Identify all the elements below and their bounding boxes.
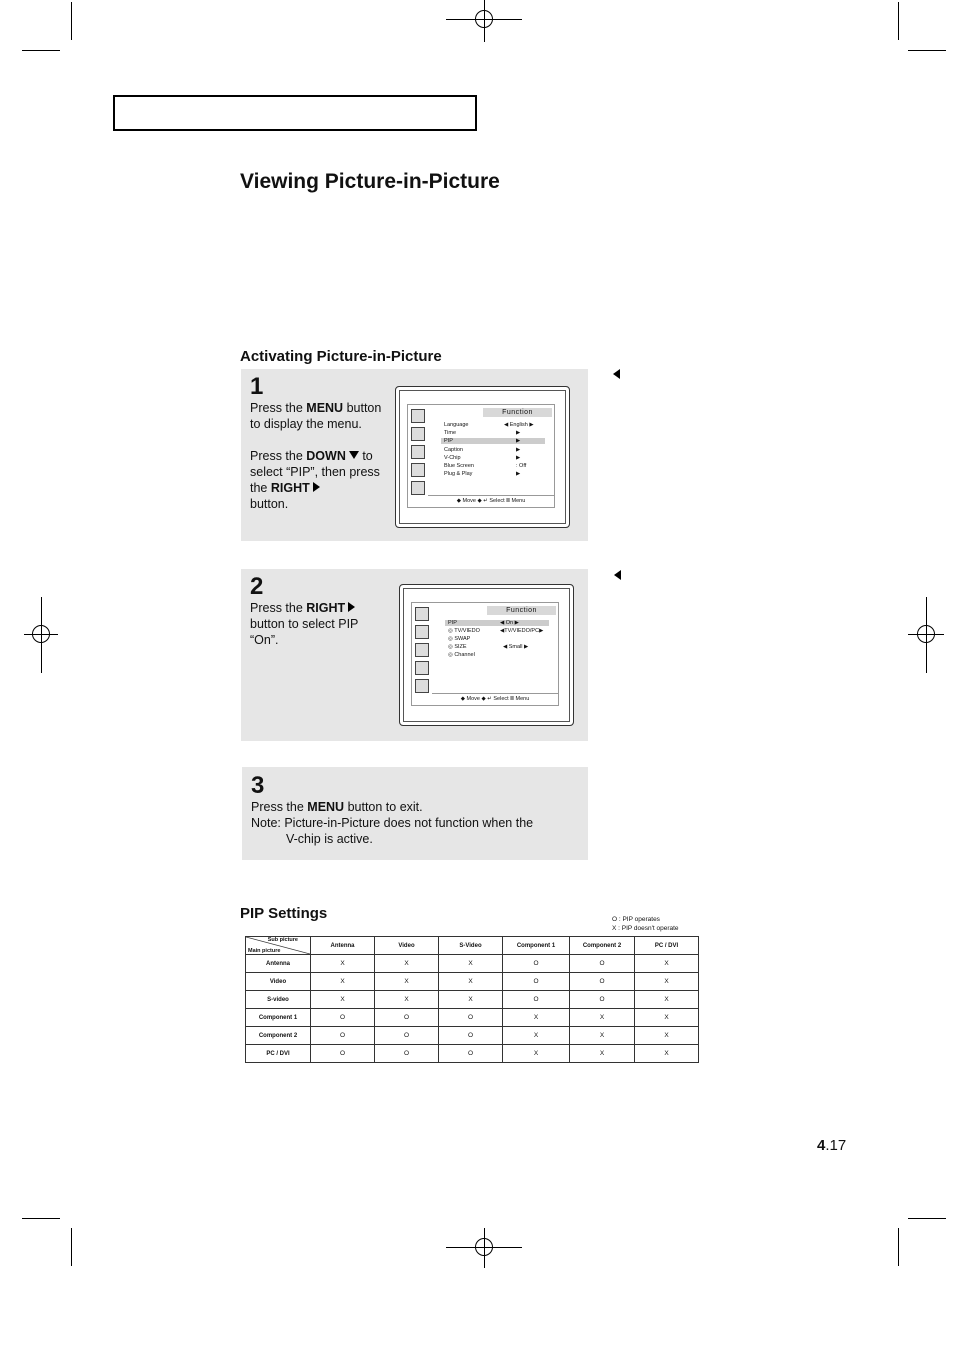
table-cell: X [311, 973, 375, 991]
row-header: Video [246, 973, 311, 991]
corner-sub-picture: Sub picture [267, 937, 298, 943]
legend-o: O : PIP operates [612, 916, 660, 923]
table-cell: X [503, 1009, 570, 1027]
table-cell: O [439, 1009, 503, 1027]
osd-row-selected: PIP ◀ On ▶ [445, 620, 549, 626]
table-cell: O [311, 1045, 375, 1063]
picture-icon [411, 409, 425, 423]
section-title-pip-settings: PIP Settings [240, 905, 328, 922]
table-row [246, 955, 699, 973]
table-cell: O [311, 1027, 375, 1045]
table-cell: O [503, 955, 570, 973]
table-cell: X [439, 955, 503, 973]
table-cell: O [503, 973, 570, 991]
column-header: PC / DVI [635, 937, 699, 955]
table-cell: X [375, 991, 439, 1009]
picture-icon [415, 607, 429, 621]
setup-icon [415, 661, 429, 675]
step-2-text: Press the RIGHT button to select PIP “On”. [250, 601, 359, 647]
osd-header: Function [483, 408, 552, 417]
table-header-row [246, 937, 699, 955]
page-number: 4.17 [817, 1137, 847, 1154]
step-2-panel [241, 569, 588, 741]
table-cell: O [439, 1027, 503, 1045]
step-number: 3 [251, 772, 265, 799]
step-3-panel [242, 767, 588, 860]
table-cell: O [503, 991, 570, 1009]
step-number: 1 [250, 373, 264, 400]
table-cell: X [311, 955, 375, 973]
table-cell: X [439, 973, 503, 991]
osd-row: Blue Screen : Off [444, 463, 527, 469]
table-cell: X [635, 1009, 699, 1027]
table-row [246, 1009, 699, 1027]
step-1-text: Press the MENU button to display the menu. Press the DOWN to select “PIP”, then press the RIGHT button. [250, 401, 382, 511]
table-cell: X [375, 955, 439, 973]
table-cell: X [503, 1045, 570, 1063]
step-number: 2 [250, 573, 264, 600]
right-arrow-icon [348, 602, 355, 612]
tv-screen [395, 386, 570, 528]
function-icon [411, 481, 425, 495]
right-arrow-icon [313, 482, 320, 492]
table-cell: X [635, 991, 699, 1009]
table-cell: O [439, 1045, 503, 1063]
table-cell: O [375, 1045, 439, 1063]
table-cell: O [570, 991, 635, 1009]
row-header: Antenna [246, 955, 311, 973]
table-row [246, 1045, 699, 1063]
column-header: Antenna [311, 937, 375, 955]
channel-icon [411, 445, 425, 459]
table-corner-cell [246, 937, 311, 955]
tv-screen [399, 584, 574, 726]
osd-row: ◎ SWAP [448, 636, 471, 642]
column-header: Component 2 [570, 937, 635, 955]
table-row [246, 973, 699, 991]
setup-icon [411, 463, 425, 477]
osd-header: Function [487, 606, 556, 615]
table-cell: O [375, 1027, 439, 1045]
table-cell: X [439, 991, 503, 1009]
osd-row: Plug & Play ▶ [444, 471, 521, 477]
osd-row: Language ◀ English ▶ [444, 422, 534, 428]
step-1-panel [241, 369, 588, 541]
osd-footer: ◆ Move ◆ ↵ Select Ⅲ Menu [432, 693, 558, 702]
table-cell: X [570, 1027, 635, 1045]
function-icon [415, 679, 429, 693]
header-box [113, 95, 477, 131]
legend [612, 915, 679, 933]
osd-row: Time ▶ [444, 430, 521, 436]
table-cell: O [311, 1009, 375, 1027]
osd-row: ◎ SIZE ◀ Small ▶ [448, 644, 529, 650]
sound-icon [415, 625, 429, 639]
page-title: Viewing Picture-in-Picture [240, 170, 500, 193]
osd-row: ◎ TV/VIEDO ◀TV/VIEDO/PC▶ [448, 628, 544, 634]
left-arrow-icon [613, 369, 620, 379]
table-cell: X [635, 1027, 699, 1045]
osd-footer: ◆ Move ◆ ↵ Select Ⅲ Menu [428, 495, 554, 504]
table-cell: X [635, 973, 699, 991]
table-cell: O [570, 955, 635, 973]
step-3-text: Press the MENU button to exit. Note: Picture-in-Picture does not function when the V-chip is active. [251, 799, 571, 847]
pip-settings-table [245, 936, 699, 1063]
osd-row-selected: PIP ▶ [441, 438, 545, 444]
table-cell: O [570, 973, 635, 991]
table-cell: X [311, 991, 375, 1009]
note-line-1: Note: Picture-in-Picture does not function when the [251, 816, 534, 830]
table-cell: X [503, 1027, 570, 1045]
osd-row: Caption ▶ [444, 447, 521, 453]
table-cell: O [375, 1009, 439, 1027]
table-cell: X [570, 1009, 635, 1027]
sound-icon [411, 427, 425, 441]
osd-row: V-Chip ▶ [444, 455, 521, 461]
row-header: Component 2 [246, 1027, 311, 1045]
table-row [246, 991, 699, 1009]
down-arrow-icon [349, 451, 359, 459]
corner-main-picture: Main picture [248, 948, 281, 954]
note-line-2: V-chip is active. [286, 832, 373, 846]
table-cell: X [635, 1045, 699, 1063]
column-header: Component 1 [503, 937, 570, 955]
row-header: S-video [246, 991, 311, 1009]
table-row [246, 1027, 699, 1045]
osd-menu [407, 404, 555, 508]
osd-menu [411, 602, 559, 706]
table-cell: X [375, 973, 439, 991]
legend-x: X : PIP doesn't operate [612, 925, 679, 932]
row-header: PC / DVI [246, 1045, 311, 1063]
row-header: Component 1 [246, 1009, 311, 1027]
osd-row: ◎ Channel [448, 652, 475, 658]
channel-icon [415, 643, 429, 657]
table-cell: X [570, 1045, 635, 1063]
column-header: Video [375, 937, 439, 955]
left-arrow-icon [614, 570, 621, 580]
table-cell: X [635, 955, 699, 973]
column-header: S-Video [439, 937, 503, 955]
section-title-activating: Activating Picture-in-Picture [240, 348, 442, 365]
